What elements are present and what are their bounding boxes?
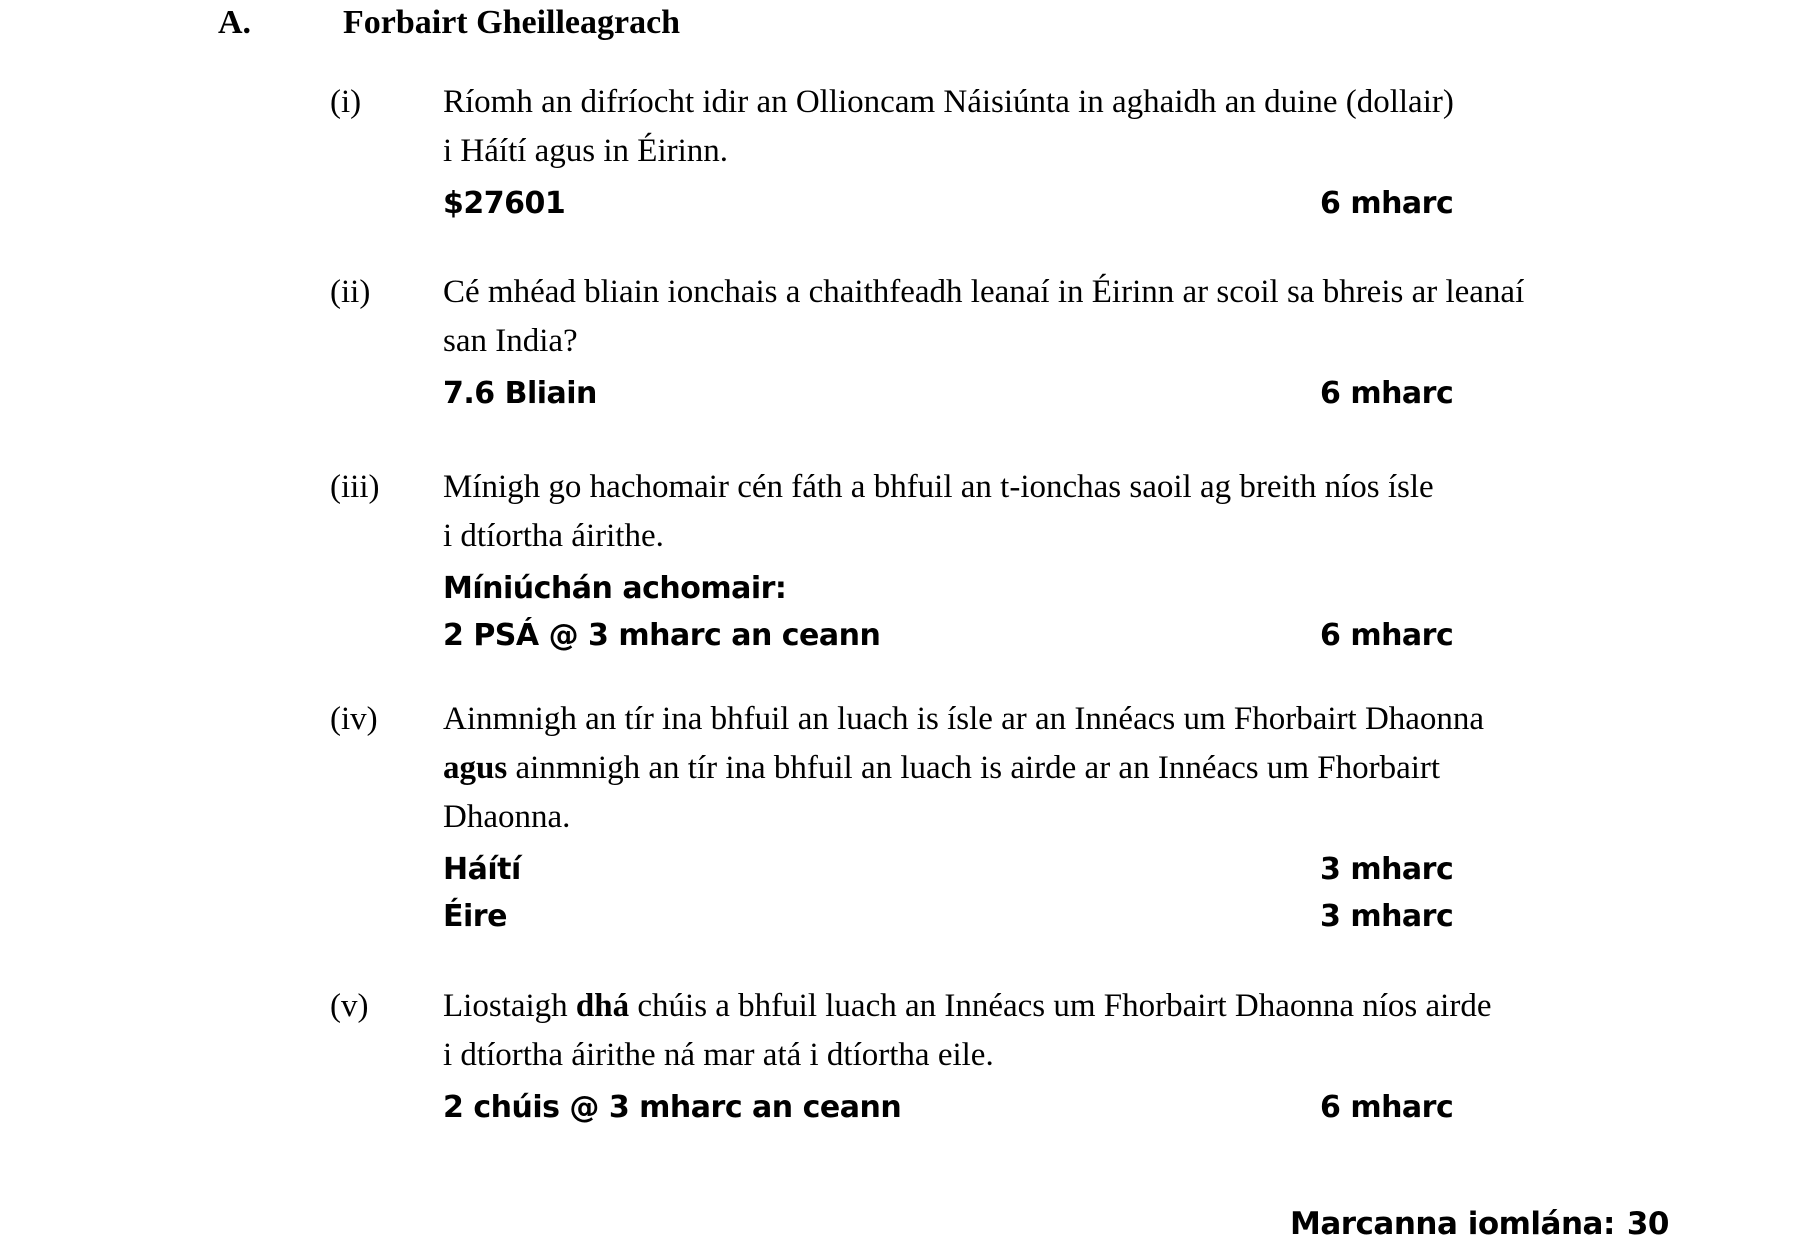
question-block-i	[330, 78, 1623, 227]
question-text: san India?	[443, 323, 578, 359]
question-block-ii	[330, 268, 1623, 417]
question-text: i dtíortha áirithe ná mar atá i dtíortha eile.	[443, 1037, 994, 1073]
question-line	[443, 793, 1623, 842]
answer-section	[443, 846, 1623, 940]
question-line	[443, 268, 1623, 317]
answer-text: $27601	[443, 186, 566, 221]
answer-text: 2 PSÁ @ 3 mharc an ceann	[443, 618, 881, 653]
question-line	[443, 78, 1623, 127]
answer-text: Éire	[443, 899, 507, 934]
answer-section	[443, 565, 1623, 659]
question-line	[443, 982, 1623, 1031]
answer-text: Háítí	[443, 852, 521, 887]
question-block-iv	[330, 695, 1623, 940]
total-marks	[1290, 1204, 1669, 1244]
answer-row	[443, 180, 1623, 227]
question-numeral: (ii)	[330, 274, 371, 310]
section-heading	[218, 2, 680, 44]
answer-text: 2 chúis @ 3 mharc an ceann	[443, 1090, 902, 1125]
question-text: i Háítí agus in Éirinn.	[443, 133, 729, 169]
question-line	[443, 512, 1623, 561]
question-numeral: (v)	[330, 988, 369, 1024]
question-text-bold: agus	[443, 750, 508, 786]
question-line	[443, 744, 1623, 793]
marks-value: 3 mharc	[1320, 899, 1454, 934]
marks-value: 3 mharc	[1320, 852, 1454, 887]
question-line	[443, 1031, 1623, 1080]
question-block-iii	[330, 463, 1623, 659]
question-content	[443, 78, 1623, 227]
question-text: Ríomh an difríocht idir an Ollioncam Náisiúnta in aghaidh an duine (dollair)	[443, 84, 1454, 120]
answer-text: 7.6 Bliain	[443, 376, 597, 411]
question-text: chúis a bhfuil luach an Innéacs um Fhorbairt Dhaonna níos airde	[629, 988, 1492, 1024]
answer-section	[443, 370, 1623, 417]
question-text: ainmnigh an tír ina bhfuil an luach is airde ar an Innéacs um Fhorbairt	[507, 750, 1441, 786]
answer-section	[443, 180, 1623, 227]
question-text: Cé mhéad bliain ionchais a chaithfeadh leanaí in Éirinn ar scoil sa bhreis ar leanaí	[443, 274, 1525, 310]
question-numeral: (i)	[330, 84, 362, 120]
question-numeral: (iii)	[330, 469, 380, 505]
answer-row	[443, 370, 1623, 417]
answer-row	[443, 565, 1623, 612]
question-text: i dtíortha áirithe.	[443, 518, 664, 554]
answer-text: Míniúchán achomair:	[443, 571, 787, 606]
question-line	[443, 317, 1623, 366]
marks-value: 6 mharc	[1320, 186, 1454, 221]
marks-value: 6 mharc	[1320, 1090, 1454, 1125]
question-text: Dhaonna.	[443, 799, 571, 835]
answer-row	[443, 1084, 1623, 1131]
answer-row	[443, 612, 1623, 659]
question-content	[443, 463, 1623, 659]
marks-value: 6 mharc	[1320, 618, 1454, 653]
section-letter: A.	[218, 4, 252, 41]
question-numeral: (iv)	[330, 701, 378, 737]
marks-value: 6 mharc	[1320, 376, 1454, 411]
question-line	[443, 463, 1623, 512]
total-marks-value: 30	[1626, 1206, 1669, 1242]
answer-row	[443, 893, 1623, 940]
question-line	[443, 127, 1623, 176]
total-marks-label: Marcanna iomlána:	[1290, 1206, 1615, 1242]
question-block-v	[330, 982, 1623, 1131]
question-line	[443, 695, 1623, 744]
question-text-bold: dhá	[575, 988, 630, 1024]
answer-row	[443, 846, 1623, 893]
question-content	[443, 268, 1623, 417]
answer-section	[443, 1084, 1623, 1131]
question-content	[443, 982, 1623, 1131]
question-text: Liostaigh	[443, 988, 576, 1024]
question-text: Mínigh go hachomair cén fáth a bhfuil an t-ionchas saoil ag breith níos ísle	[443, 469, 1434, 505]
section-title: Forbairt Gheilleagrach	[343, 4, 681, 41]
question-text: Ainmnigh an tír ina bhfuil an luach is ísle ar an Innéacs um Fhorbairt Dhaonna	[443, 701, 1485, 737]
question-content	[443, 695, 1623, 940]
